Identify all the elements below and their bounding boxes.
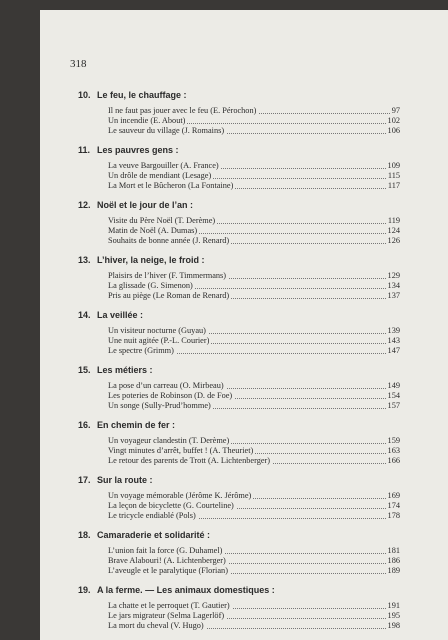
section-title: L’hiver, la neige, le froid : <box>97 255 205 265</box>
section-title: La veillée : <box>97 310 144 320</box>
entry-title: Il ne faut pas jouer avec le feu (E. Pérochon) <box>108 105 257 115</box>
entry-page-number: 137 <box>387 290 400 300</box>
entry-title: Pris au piège (Le Roman de Renard) <box>108 290 230 300</box>
entry-title: La pose d’un carreau (O. Mirbeau) <box>108 380 224 390</box>
section-number: 16. <box>78 420 91 430</box>
entry-page-number: 198 <box>387 620 400 630</box>
section-number: 12. <box>78 200 91 210</box>
toc-entry <box>108 566 400 576</box>
toc-entry <box>108 226 400 236</box>
entry-page-number: 191 <box>387 600 400 610</box>
toc-entry <box>108 116 400 126</box>
toc-entry <box>108 501 400 511</box>
entry-title: Visite du Père Noël (T. Derème) <box>108 215 216 225</box>
entry-title: L’aveugle et le paralytique (Florian) <box>108 565 228 575</box>
entry-page-number: 117 <box>387 180 400 190</box>
entry-page-number: 102 <box>387 115 400 125</box>
toc-section <box>78 365 430 411</box>
entry-page-number: 163 <box>387 445 400 455</box>
section-heading <box>78 475 430 486</box>
entry-title: La mort du cheval (V. Hugo) <box>108 620 204 630</box>
entry-title: Plaisirs de l’hiver (F. Timmermans) <box>108 270 227 280</box>
section-number: 14. <box>78 310 91 320</box>
entry-title: L’union fait la force (G. Duhamel) <box>108 545 223 555</box>
section-number: 19. <box>78 585 91 595</box>
section-heading <box>78 420 430 431</box>
section-title: Les pauvres gens : <box>97 145 179 155</box>
entry-title: Les poteries de Robinson (D. de Foe) <box>108 390 233 400</box>
entry-title: Brave Alabouri! (A. Lichtenberger) <box>108 555 226 565</box>
toc-section <box>78 145 430 191</box>
entry-page-number: 129 <box>387 270 400 280</box>
entry-page-number: 143 <box>387 335 400 345</box>
entry-title: La glissade (G. Simenon) <box>108 280 193 290</box>
entry-title: Le jars migrateur (Selma Lagerlöf) <box>108 610 225 620</box>
entry-page-number: 139 <box>387 325 400 335</box>
entry-page-number: 178 <box>387 510 400 520</box>
section-number: 13. <box>78 255 91 265</box>
entry-page-number: 97 <box>391 105 400 115</box>
toc-section <box>78 255 430 301</box>
entry-page-number: 134 <box>387 280 400 290</box>
toc-section <box>78 200 430 246</box>
toc-entry <box>108 446 400 456</box>
toc-entry <box>108 436 400 446</box>
toc-entry <box>108 291 400 301</box>
entry-title: Un voyage mémorable (Jérôme K. Jérôme) <box>108 490 252 500</box>
entry-page-number: 126 <box>387 235 400 245</box>
entry-title: Le spectre (Grimm) <box>108 345 174 355</box>
entry-page-number: 149 <box>387 380 400 390</box>
toc-entry <box>108 511 400 521</box>
entry-title: La veuve Bargouiller (A. France) <box>108 160 219 170</box>
page-number: 318 <box>70 58 87 70</box>
entry-page-number: 115 <box>387 170 400 180</box>
entry-page-number: 174 <box>387 500 400 510</box>
entry-title: La chatte et le perroquet (T. Gautier) <box>108 600 230 610</box>
section-heading <box>78 145 430 156</box>
section-number: 18. <box>78 530 91 540</box>
entry-title: Un visiteur nocturne (Guyau) <box>108 325 206 335</box>
toc-entry <box>108 236 400 246</box>
section-heading <box>78 255 430 266</box>
toc-section <box>78 310 430 356</box>
section-title: Noël et le jour de l’an : <box>97 200 194 210</box>
toc-section <box>78 420 430 466</box>
toc-entry <box>108 171 400 181</box>
section-title: Camaraderie et solidarité : <box>97 530 211 540</box>
section-number: 17. <box>78 475 91 485</box>
entry-title: Un incendie (E. About) <box>108 115 186 125</box>
entry-title: La Mort et le Bûcheron (La Fontaine) <box>108 180 234 190</box>
section-title: A la ferme. — Les animaux domestiques : <box>97 585 275 595</box>
section-heading <box>78 310 430 321</box>
entry-title: Le retour des parents de Trott (A. Lichtenberger) <box>108 455 271 465</box>
toc-section <box>78 90 430 136</box>
toc-entry <box>108 556 400 566</box>
entry-page-number: 154 <box>387 390 400 400</box>
section-heading <box>78 90 430 101</box>
entry-page-number: 124 <box>387 225 400 235</box>
section-title: Sur la route : <box>97 475 153 485</box>
section-heading <box>78 530 430 541</box>
toc-entry <box>108 326 400 336</box>
toc-entry <box>108 546 400 556</box>
entry-title: Le tricycle endiablé (Pols) <box>108 510 196 520</box>
entry-title: Vingt minutes d’arrêt, buffet ! (A. Theuriet) <box>108 445 254 455</box>
toc-entry <box>108 271 400 281</box>
entry-page-number: 147 <box>387 345 400 355</box>
toc-entry <box>108 126 400 136</box>
entry-page-number: 169 <box>387 490 400 500</box>
toc-entry <box>108 621 400 631</box>
entry-page-number: 195 <box>387 610 400 620</box>
entry-page-number: 106 <box>387 125 400 135</box>
table-of-contents <box>78 90 430 640</box>
section-heading <box>78 585 430 596</box>
entry-title: Une nuit agitée (P.-L. Courier) <box>108 335 210 345</box>
section-number: 10. <box>78 90 91 100</box>
entry-title: La leçon de bicyclette (G. Courteline) <box>108 500 234 510</box>
toc-entry <box>108 281 400 291</box>
entry-page-number: 119 <box>387 215 400 225</box>
toc-section <box>78 475 430 521</box>
entry-page-number: 181 <box>387 545 400 555</box>
book-page <box>40 10 448 640</box>
section-heading <box>78 365 430 376</box>
toc-entry <box>108 336 400 346</box>
entry-title: Un songe (Sully-Prud’homme) <box>108 400 211 410</box>
toc-entry <box>108 181 400 191</box>
toc-entry <box>108 401 400 411</box>
toc-entry <box>108 601 400 611</box>
entry-page-number: 186 <box>387 555 400 565</box>
section-title: En chemin de fer : <box>97 420 176 430</box>
toc-entry <box>108 456 400 466</box>
section-title: Le feu, le chauffage : <box>97 90 187 100</box>
entry-title: Le sauveur du village (J. Romains) <box>108 125 225 135</box>
toc-section <box>78 585 430 631</box>
toc-entry <box>108 391 400 401</box>
entry-page-number: 166 <box>387 455 400 465</box>
toc-entry <box>108 106 400 116</box>
entry-page-number: 159 <box>387 435 400 445</box>
toc-entry <box>108 611 400 621</box>
toc-entry <box>108 216 400 226</box>
entry-title: Un voyageur clandestin (T. Derème) <box>108 435 230 445</box>
toc-section <box>78 530 430 576</box>
entry-page-number: 189 <box>387 565 400 575</box>
section-number: 15. <box>78 365 91 375</box>
toc-entry <box>108 491 400 501</box>
entry-title: Souhaits de bonne année (J. Renard) <box>108 235 230 245</box>
entry-page-number: 109 <box>387 160 400 170</box>
entry-title: Matin de Noël (A. Dumas) <box>108 225 198 235</box>
section-title: Les métiers : <box>97 365 153 375</box>
section-number: 11. <box>78 145 91 155</box>
toc-entry <box>108 161 400 171</box>
toc-entry <box>108 346 400 356</box>
entry-page-number: 157 <box>387 400 400 410</box>
entry-title: Un drôle de mendiant (Lesage) <box>108 170 212 180</box>
toc-entry <box>108 381 400 391</box>
section-heading <box>78 200 430 211</box>
